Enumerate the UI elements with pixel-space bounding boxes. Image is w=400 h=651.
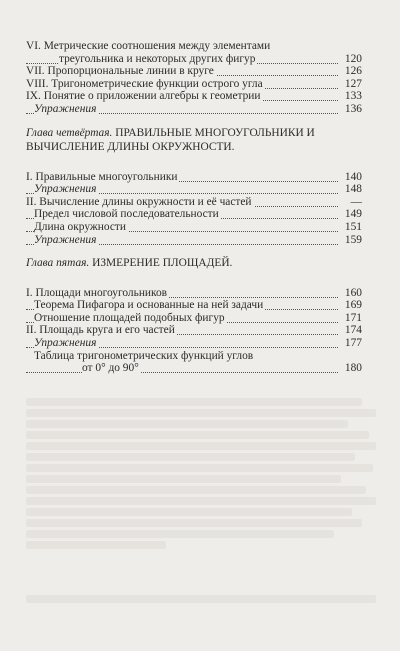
toc-page-number: 148: [344, 183, 362, 196]
toc-entry: [26, 103, 362, 116]
toc-entry: [26, 196, 362, 209]
toc-entry: [26, 183, 362, 196]
toc-page-number: 120: [344, 52, 362, 65]
toc-entry-title: VIII. Тригонометрические функции острого угла: [26, 77, 263, 90]
toc-entry-title: VII. Пропорциональные линии в круге: [26, 65, 214, 78]
toc-entry: [26, 362, 362, 375]
toc-entry: [26, 40, 362, 53]
toc-entry-title: Длина окружности: [34, 220, 126, 233]
toc-entry: [26, 221, 362, 234]
toc-page-number: 140: [344, 170, 362, 183]
toc-entry: [26, 324, 362, 337]
toc-entry: [26, 208, 362, 221]
toc-page-number: 171: [344, 311, 362, 324]
toc-entry: [26, 312, 362, 325]
chapter-heading: [26, 256, 362, 271]
toc-entry: [26, 299, 362, 312]
chapter-title: ПРАВИЛЬНЫЕ МНОГОУГОЛЬНИКИ И ВЫЧИСЛЕНИЕ ДЛИНЫ ОКРУЖНОСТИ.: [26, 126, 315, 154]
toc-entry: [26, 90, 362, 103]
toc-entry-title: I. Правильные многоугольники: [26, 170, 178, 183]
toc-entry-title: от 0° до 90°: [82, 362, 139, 375]
chapter-label: Глава пятая.: [26, 257, 93, 270]
toc-page-number: —: [350, 195, 362, 208]
toc-entry: [26, 53, 362, 66]
toc-entry-title: Теорема Пифагора и основанные на ней задачи: [34, 299, 264, 312]
toc-entry-title: Упражнения: [34, 183, 97, 196]
toc-entry: [26, 287, 362, 300]
toc-page-number: 174: [344, 324, 362, 337]
leader-dots: [26, 362, 338, 373]
toc-page-number: 151: [344, 220, 362, 233]
toc-page-number: 136: [344, 102, 362, 115]
toc-page-number: 126: [344, 65, 362, 78]
toc-page-number: 169: [344, 299, 362, 312]
chapter-heading: [26, 126, 362, 155]
toc-page-number: 180: [344, 362, 362, 375]
toc-entry-title: I. Площади многоугольников: [26, 286, 168, 299]
table-of-contents: [26, 40, 362, 375]
toc-page-number: 160: [344, 286, 362, 299]
toc-entry: [26, 78, 362, 91]
toc-entry-title: Упражнения: [34, 233, 97, 246]
toc-entry-title: VI. Метрические соотношения между элементами: [26, 40, 271, 52]
toc-entry-title: IX. Понятие о приложении алгебры к геометрии: [26, 90, 261, 103]
toc-page-number: 177: [344, 337, 362, 349]
chapter-title: ИЗМЕРЕНИЕ ПЛОЩАДЕЙ.: [92, 257, 233, 270]
toc-entry: [26, 234, 362, 247]
toc-entry-title: II. Площадь круга и его частей: [26, 324, 175, 337]
toc-entry-title: Предел числовой последовательности: [34, 208, 219, 221]
bleed-through-text: [26, 395, 376, 606]
toc-entry: [26, 65, 362, 78]
toc-page-number: 159: [344, 233, 362, 246]
toc-entry-title: Упражнения: [34, 102, 97, 115]
toc-entry-title: Отношение площадей подобных фигур: [34, 311, 225, 324]
toc-page-number: 149: [344, 208, 362, 221]
toc-page-number: 133: [344, 90, 362, 103]
toc-entry: [26, 350, 362, 363]
toc-entry-title: Таблица тригонометрических функций углов: [34, 349, 254, 362]
toc-page-number: 127: [344, 77, 362, 90]
chapter-label: Глава четвёртая.: [26, 126, 116, 139]
toc-entry-title: треугольника и некоторых других фигур: [59, 52, 256, 65]
toc-entry-title: II. Вычисление длины окружности и её частей: [26, 195, 252, 208]
toc-entry: [26, 171, 362, 184]
toc-entry-title: Упражнения: [34, 337, 97, 349]
toc-entry: [26, 337, 362, 350]
